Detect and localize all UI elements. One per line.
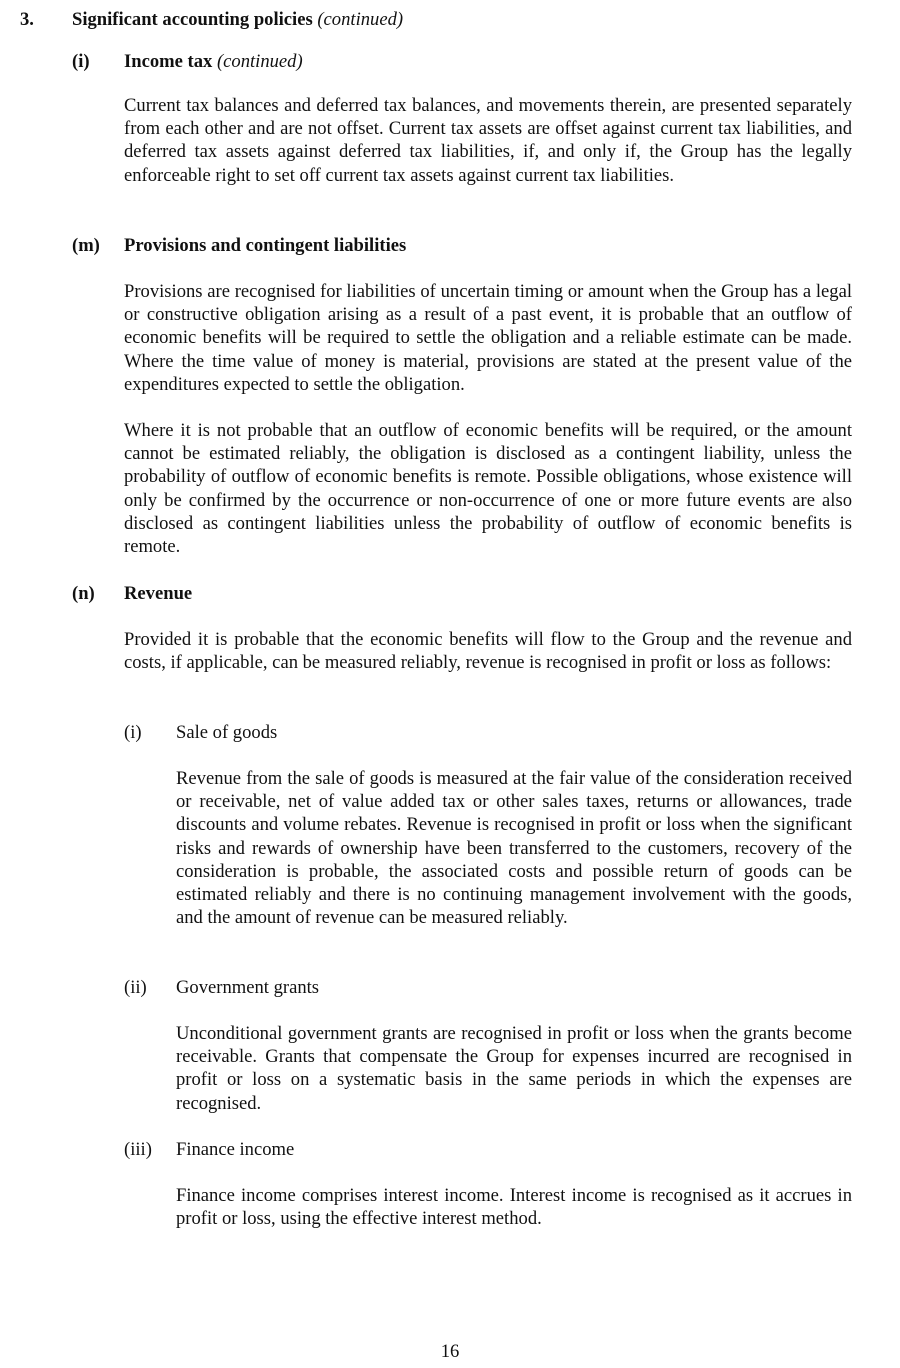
income-tax-marker: (i) bbox=[72, 51, 90, 72]
revenue-intro: Provided it is probable that the economic benefits will flow to the Group and the revenue and costs, if applicable, can be measured reliably, revenue is recognised in profit or loss as follows: bbox=[124, 629, 852, 674]
revenue-title: Revenue bbox=[124, 583, 193, 604]
sale-of-goods-paragraph: Revenue from the sale of goods is measured at the fair value of the consideration received or receivable, net of value added tax or other sales taxes, returns or allowances, trade discounts and volume rebates. Revenue is recognised in profit or loss when the significant risks and rewards of ownership have been transferred to the customers, recovery of the consideration is probable, the associated costs and possible return of goods can be estimated reliably and there is no continuing management involvement with the goods, and the amount of revenue can be measured reliably. bbox=[176, 768, 852, 929]
section-number: 3. bbox=[20, 9, 34, 30]
government-grants-title: Government grants bbox=[176, 977, 320, 998]
income-tax-title: Income tax bbox=[124, 51, 213, 72]
provisions-title: Provisions and contingent liabilities bbox=[124, 235, 407, 256]
revenue-marker: (n) bbox=[72, 583, 95, 604]
page-number: 16 bbox=[440, 1341, 460, 1362]
income-tax-heading bbox=[124, 50, 303, 73]
section-title-note: (continued) bbox=[317, 9, 404, 30]
section-title-text: Significant accounting policies bbox=[72, 9, 313, 30]
provisions-paragraph-1: Provisions are recognised for liabilities of uncertain timing or amount when the Group has a legal or constructive obligation arising as a result of a past event, it is probable that an outflow of economic benefits will be required to settle the obligation and a reliable estimate can be made. Where the time value of money is material, provisions are stated at the present value of the expenditures expected to settle the obligation. bbox=[124, 281, 852, 395]
finance-income-paragraph: Finance income comprises interest income. Interest income is recognised as it accrues in profit or loss, using the effective interest method. bbox=[176, 1185, 852, 1230]
government-grants-paragraph: Unconditional government grants are recognised in profit or loss when the grants become receivable. Grants that compensate the Group for expenses incurred are recognised in profit or loss on a systematic basis in the same periods in which the expenses are recognised. bbox=[176, 1023, 852, 1114]
sale-of-goods-marker: (i) bbox=[124, 722, 142, 743]
provisions-paragraph-2: Where it is not probable that an outflow of economic benefits will be required, or the amount cannot be estimated reliably, the obligation is disclosed as a contingent liability, unless the probability of outflow of economic benefits is remote. Possible obligations, whose existence will only be confirmed by the occurrence or non-occurrence of one or more future events are also disclosed as contingent liabilities unless the probability of outflow of economic benefits is remote. bbox=[124, 420, 852, 558]
sale-of-goods-title: Sale of goods bbox=[176, 722, 278, 743]
income-tax-paragraph: Current tax balances and deferred tax balances, and movements therein, are presented separately from each other and are not offset. Current tax assets are offset against current tax liabilities, and deferred tax assets against deferred tax liabilities, if, and only if, the Group has the legally enforceable right to set off current tax assets against current tax liabilities. bbox=[124, 95, 852, 186]
provisions-marker: (m) bbox=[72, 235, 100, 256]
finance-income-marker: (iii) bbox=[124, 1139, 152, 1160]
section-title bbox=[72, 8, 403, 31]
government-grants-marker: (ii) bbox=[124, 977, 147, 998]
income-tax-title-note: (continued) bbox=[216, 51, 303, 72]
finance-income-title: Finance income bbox=[176, 1139, 295, 1160]
